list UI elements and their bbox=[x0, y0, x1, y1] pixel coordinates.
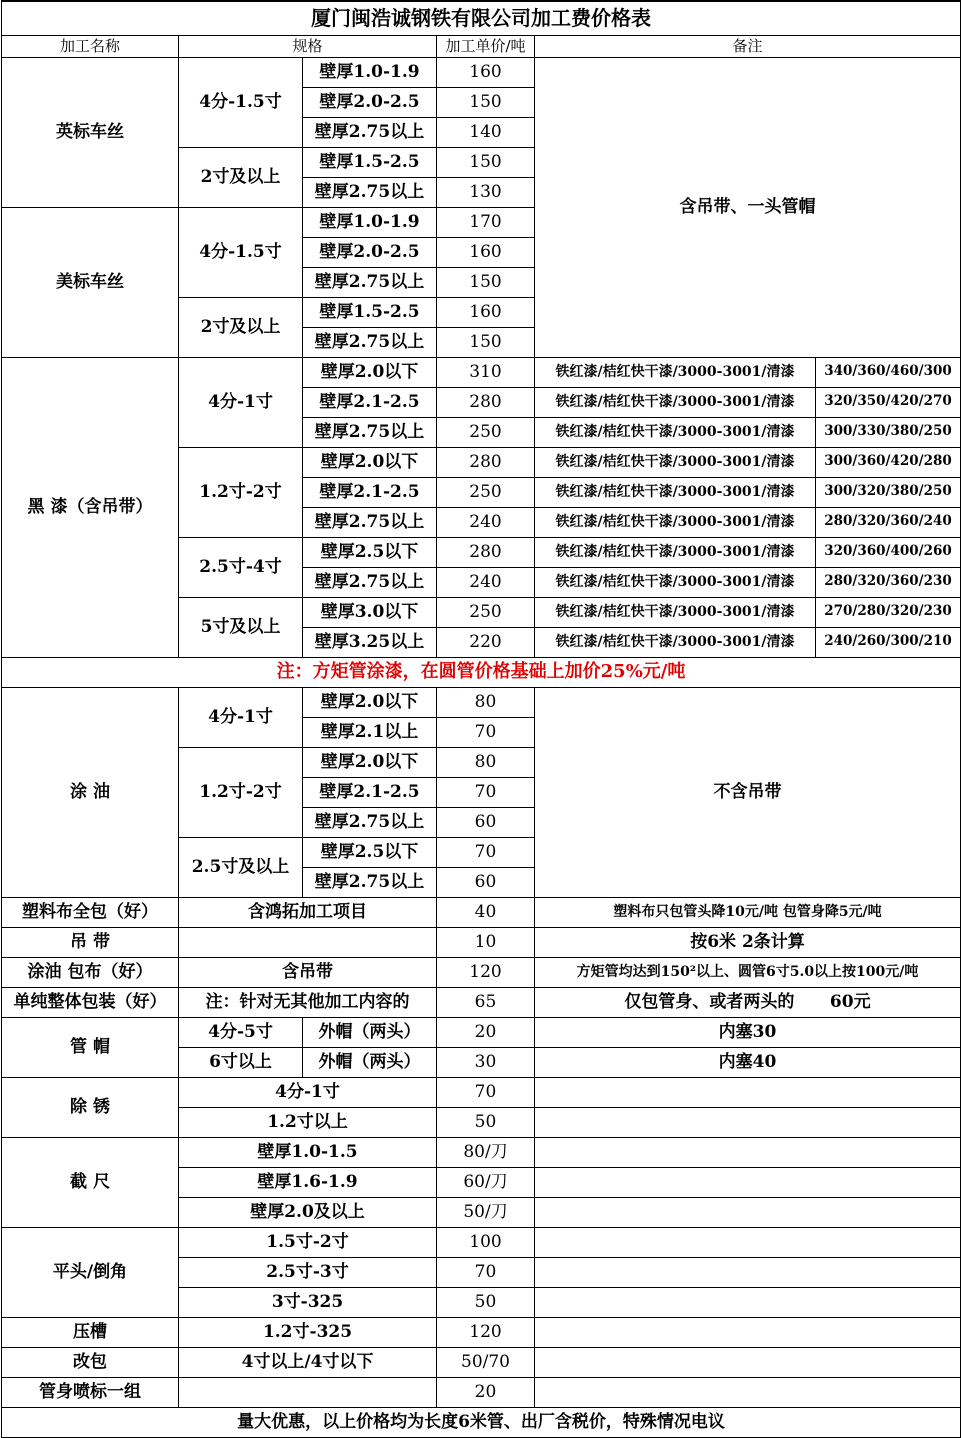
wall-cell: 壁厚2.5以下 bbox=[303, 537, 437, 567]
price-cell: 220 bbox=[437, 627, 535, 657]
wall-cell: 壁厚2.75以上 bbox=[303, 867, 437, 897]
size-cell: 2.5寸-4寸 bbox=[179, 537, 303, 597]
spec-cell: 含鸿拓加工项目 bbox=[179, 897, 437, 927]
wall-cell: 壁厚2.75以上 bbox=[303, 507, 437, 537]
paint-label-cell: 铁红漆/桔红快干漆/3000-3001/清漆 bbox=[535, 447, 816, 477]
size-cell: 2.5寸及以上 bbox=[179, 837, 303, 897]
price-cell: 280 bbox=[437, 447, 535, 477]
spec-cell: 注：针对无其他加工内容的 bbox=[179, 987, 437, 1017]
paint-prices-cell: 280/320/360/240 bbox=[816, 507, 961, 537]
wall-cell: 壁厚2.75以上 bbox=[303, 117, 437, 147]
wall-cell: 壁厚2.75以上 bbox=[303, 327, 437, 357]
table-row bbox=[2, 987, 961, 1017]
table-row bbox=[2, 1137, 961, 1167]
price-cell: 65 bbox=[437, 987, 535, 1017]
paint-prices-cell: 280/320/360/230 bbox=[816, 567, 961, 597]
header-name: 加工名称 bbox=[2, 35, 179, 57]
remark-cell bbox=[535, 1377, 961, 1407]
remark-cell: 内塞30 bbox=[535, 1017, 961, 1047]
header-price: 加工单价/吨 bbox=[437, 35, 535, 57]
price-cell: 80/刀 bbox=[437, 1137, 535, 1167]
category-heiqi: 黑 漆（含吊带） bbox=[2, 357, 179, 657]
price-cell: 60/刀 bbox=[437, 1167, 535, 1197]
page-title: 厦门闽浩诚钢铁有限公司加工费价格表 bbox=[2, 1, 961, 35]
category-suliaobu: 塑料布全包（好） bbox=[2, 897, 179, 927]
paint-prices-cell: 340/360/460/300 bbox=[816, 357, 961, 387]
spec-cell bbox=[179, 1377, 437, 1407]
remark-cell: 塑料布只包管头降10元/吨 包管身降5元/吨 bbox=[535, 897, 961, 927]
wall-cell: 壁厚2.0以下 bbox=[303, 687, 437, 717]
spec-cell: 壁厚1.6-1.9 bbox=[179, 1167, 437, 1197]
paint-prices-cell: 240/260/300/210 bbox=[816, 627, 961, 657]
remark-cell: 内塞40 bbox=[535, 1047, 961, 1077]
spec-cell: 3寸-325 bbox=[179, 1287, 437, 1317]
price-cell: 150 bbox=[437, 327, 535, 357]
spec-cell: 4分-1寸 bbox=[179, 1077, 437, 1107]
size-cell: 4分-1.5寸 bbox=[179, 57, 303, 147]
table-row bbox=[2, 357, 961, 387]
price-cell: 50 bbox=[437, 1107, 535, 1137]
spec-cell: 1.2寸以上 bbox=[179, 1107, 437, 1137]
price-cell: 130 bbox=[437, 177, 535, 207]
price-cell: 60 bbox=[437, 867, 535, 897]
price-cell: 280 bbox=[437, 537, 535, 567]
paint-prices-cell: 300/330/380/250 bbox=[816, 417, 961, 447]
note-row bbox=[2, 657, 961, 687]
category-pingtou: 平头/倒角 bbox=[2, 1227, 179, 1317]
wall-cell: 壁厚1.0-1.9 bbox=[303, 57, 437, 87]
remark-cell bbox=[535, 1317, 961, 1347]
remark-cell bbox=[535, 1167, 961, 1197]
price-cell: 240 bbox=[437, 567, 535, 597]
remark-cell bbox=[535, 1137, 961, 1167]
price-cell: 120 bbox=[437, 957, 535, 987]
category-penbiao: 管身喷标一组 bbox=[2, 1377, 179, 1407]
price-cell: 240 bbox=[437, 507, 535, 537]
table-row bbox=[2, 1347, 961, 1377]
category-jiechi: 截 尺 bbox=[2, 1137, 179, 1227]
paint-label-cell: 铁红漆/桔红快干漆/3000-3001/清漆 bbox=[535, 537, 816, 567]
paint-prices-cell: 300/360/420/280 bbox=[816, 447, 961, 477]
spec-cell: 1.2寸-325 bbox=[179, 1317, 437, 1347]
table-row bbox=[2, 1017, 961, 1047]
wall-cell: 壁厚2.1-2.5 bbox=[303, 777, 437, 807]
price-cell: 280 bbox=[437, 387, 535, 417]
table-row bbox=[2, 897, 961, 927]
wall-cell: 壁厚2.0以下 bbox=[303, 357, 437, 387]
price-cell: 70 bbox=[437, 1257, 535, 1287]
remark-cell bbox=[535, 1107, 961, 1137]
thread-remark: 含吊带、一头管帽 bbox=[535, 57, 961, 357]
price-cell: 170 bbox=[437, 207, 535, 237]
size-cell: 4分-1寸 bbox=[179, 687, 303, 747]
price-cell: 70 bbox=[437, 1077, 535, 1107]
size-cell: 4分-1寸 bbox=[179, 357, 303, 447]
paint-label-cell: 铁红漆/桔红快干漆/3000-3001/清漆 bbox=[535, 507, 816, 537]
price-cell: 150 bbox=[437, 147, 535, 177]
wall-cell: 壁厚2.1-2.5 bbox=[303, 387, 437, 417]
size-cell: 2寸及以上 bbox=[179, 147, 303, 207]
category-chuxiu: 除 锈 bbox=[2, 1077, 179, 1137]
paint-prices-cell: 270/280/320/230 bbox=[816, 597, 961, 627]
wall-cell: 壁厚2.75以上 bbox=[303, 267, 437, 297]
spec-cell: 2.5寸-3寸 bbox=[179, 1257, 437, 1287]
table-row bbox=[2, 1377, 961, 1407]
paint-prices-cell: 320/360/400/260 bbox=[816, 537, 961, 567]
price-cell: 10 bbox=[437, 927, 535, 957]
wall-cell: 壁厚2.75以上 bbox=[303, 177, 437, 207]
price-cell: 150 bbox=[437, 267, 535, 297]
paint-label-cell: 铁红漆/桔红快干漆/3000-3001/清漆 bbox=[535, 387, 816, 417]
category-tuyou: 涂 油 bbox=[2, 687, 179, 897]
table-row bbox=[2, 1227, 961, 1257]
price-cell: 250 bbox=[437, 597, 535, 627]
paint-label-cell: 铁红漆/桔红快干漆/3000-3001/清漆 bbox=[535, 567, 816, 597]
price-cell: 70 bbox=[437, 717, 535, 747]
category-tuyoubaobu: 涂油 包布（好） bbox=[2, 957, 179, 987]
paint-label-cell: 铁红漆/桔红快干漆/3000-3001/清漆 bbox=[535, 357, 816, 387]
remark-cell: 按6米 2条计算 bbox=[535, 927, 961, 957]
remark-cell: 仅包管身、或者两头的 60元 bbox=[535, 987, 961, 1017]
size-cell: 4分-5寸 bbox=[179, 1017, 303, 1047]
size-cell: 6寸以上 bbox=[179, 1047, 303, 1077]
spec-cell: 含吊带 bbox=[179, 957, 437, 987]
footer-row bbox=[2, 1407, 961, 1437]
category-gaibao: 改包 bbox=[2, 1347, 179, 1377]
table-row bbox=[2, 1317, 961, 1347]
price-cell: 70 bbox=[437, 837, 535, 867]
header-row bbox=[2, 35, 961, 57]
price-cell: 70 bbox=[437, 777, 535, 807]
size-cell: 1.2寸-2寸 bbox=[179, 447, 303, 537]
paint-note: 注：方矩管涂漆，在圆管价格基础上加价25%元/吨 bbox=[2, 657, 961, 687]
spec-cell bbox=[179, 927, 437, 957]
wall-cell: 壁厚2.0以下 bbox=[303, 747, 437, 777]
price-cell: 50/70 bbox=[437, 1347, 535, 1377]
price-cell: 250 bbox=[437, 477, 535, 507]
paint-prices-cell: 320/350/420/270 bbox=[816, 387, 961, 417]
wall-cell: 壁厚2.0-2.5 bbox=[303, 87, 437, 117]
category-guanmao: 管 帽 bbox=[2, 1017, 179, 1077]
category-diaodai: 吊 带 bbox=[2, 927, 179, 957]
price-table bbox=[1, 0, 961, 1438]
remark-cell bbox=[535, 1197, 961, 1227]
price-cell: 80 bbox=[437, 687, 535, 717]
header-spec: 规格 bbox=[179, 35, 437, 57]
price-cell: 160 bbox=[437, 57, 535, 87]
price-cell: 30 bbox=[437, 1047, 535, 1077]
category-yingbiao: 英标车丝 bbox=[2, 57, 179, 207]
category-baozhuang: 单纯整体包装（好） bbox=[2, 987, 179, 1017]
price-cell: 160 bbox=[437, 237, 535, 267]
price-cell: 310 bbox=[437, 357, 535, 387]
wall-cell: 壁厚2.1-2.5 bbox=[303, 477, 437, 507]
size-cell: 2寸及以上 bbox=[179, 297, 303, 357]
spec-cell: 1.5寸-2寸 bbox=[179, 1227, 437, 1257]
wall-cell: 壁厚2.5以下 bbox=[303, 837, 437, 867]
paint-label-cell: 铁红漆/桔红快干漆/3000-3001/清漆 bbox=[535, 477, 816, 507]
table-row bbox=[2, 57, 961, 87]
price-cell: 250 bbox=[437, 417, 535, 447]
price-cell: 60 bbox=[437, 807, 535, 837]
wall-cell: 壁厚3.25以上 bbox=[303, 627, 437, 657]
table-row bbox=[2, 1077, 961, 1107]
wall-cell: 壁厚3.0以下 bbox=[303, 597, 437, 627]
category-yacao: 压槽 bbox=[2, 1317, 179, 1347]
price-cell: 100 bbox=[437, 1227, 535, 1257]
table-row bbox=[2, 927, 961, 957]
price-cell: 140 bbox=[437, 117, 535, 147]
size-cell: 4分-1.5寸 bbox=[179, 207, 303, 297]
wall-cell: 壁厚2.75以上 bbox=[303, 417, 437, 447]
remark-cell bbox=[535, 1077, 961, 1107]
tuyou-remark: 不含吊带 bbox=[535, 687, 961, 897]
price-cell: 40 bbox=[437, 897, 535, 927]
size-cell: 5寸及以上 bbox=[179, 597, 303, 657]
wall-cell: 壁厚2.1以上 bbox=[303, 717, 437, 747]
title-row bbox=[2, 1, 961, 35]
wall-cell: 壁厚1.0-1.9 bbox=[303, 207, 437, 237]
remark-cell bbox=[535, 1347, 961, 1377]
table-row bbox=[2, 957, 961, 987]
paint-label-cell: 铁红漆/桔红快干漆/3000-3001/清漆 bbox=[535, 627, 816, 657]
remark-cell bbox=[535, 1257, 961, 1287]
size-cell: 1.2寸-2寸 bbox=[179, 747, 303, 837]
wall-cell: 壁厚1.5-2.5 bbox=[303, 147, 437, 177]
paint-label-cell: 铁红漆/桔红快干漆/3000-3001/清漆 bbox=[535, 417, 816, 447]
wall-cell: 壁厚2.0-2.5 bbox=[303, 237, 437, 267]
price-cell: 20 bbox=[437, 1377, 535, 1407]
wall-cell: 壁厚2.75以上 bbox=[303, 807, 437, 837]
price-cell: 150 bbox=[437, 87, 535, 117]
wall-cell: 壁厚2.75以上 bbox=[303, 567, 437, 597]
wall-cell: 壁厚2.0以下 bbox=[303, 447, 437, 477]
spec-cell: 壁厚1.0-1.5 bbox=[179, 1137, 437, 1167]
footer-note: 量大优惠，以上价格均为长度6米管、出厂含税价，特殊情况电议 bbox=[2, 1407, 961, 1437]
price-cell: 120 bbox=[437, 1317, 535, 1347]
table-row bbox=[2, 687, 961, 717]
paint-label-cell: 铁红漆/桔红快干漆/3000-3001/清漆 bbox=[535, 597, 816, 627]
paint-prices-cell: 300/320/380/250 bbox=[816, 477, 961, 507]
header-remark: 备注 bbox=[535, 35, 961, 57]
type-cell: 外帽（两头） bbox=[303, 1017, 437, 1047]
price-cell: 20 bbox=[437, 1017, 535, 1047]
type-cell: 外帽（两头） bbox=[303, 1047, 437, 1077]
remark-cell: 方矩管均达到150²以上、圆管6寸5.0以上按100元/吨 bbox=[535, 957, 961, 987]
remark-cell bbox=[535, 1287, 961, 1317]
wall-cell: 壁厚1.5-2.5 bbox=[303, 297, 437, 327]
category-meibiao: 美标车丝 bbox=[2, 207, 179, 357]
remark-cell bbox=[535, 1227, 961, 1257]
price-cell: 160 bbox=[437, 297, 535, 327]
spec-cell: 壁厚2.0及以上 bbox=[179, 1197, 437, 1227]
price-cell: 80 bbox=[437, 747, 535, 777]
spec-cell: 4寸以上/4寸以下 bbox=[179, 1347, 437, 1377]
price-cell: 50/刀 bbox=[437, 1197, 535, 1227]
price-cell: 50 bbox=[437, 1287, 535, 1317]
